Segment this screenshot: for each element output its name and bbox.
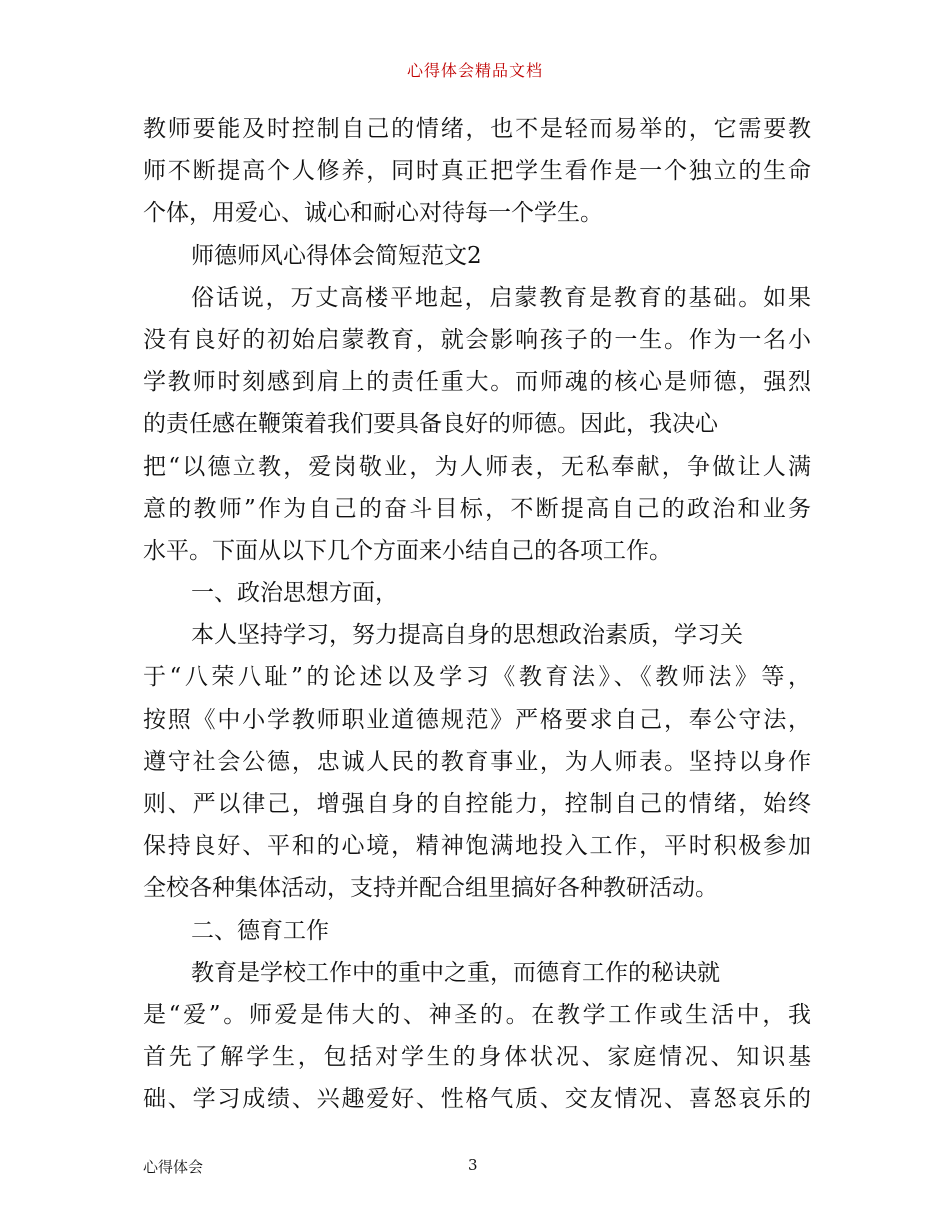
text-line: 首先了解学生，包括对学生的身体状况、家庭情况、知识基: [143, 1044, 811, 1071]
text-line: 则、严以律己，增强自身的自控能力，控制自己的情绪，始终: [143, 791, 811, 817]
page-header-title: 心得体会精品文档: [406, 61, 543, 80]
document-body: [143, 108, 811, 1121]
page-number: 3: [468, 1156, 478, 1174]
text-line: 保持良好、平和的心境，精神饱满地投入工作，平时积极参加: [143, 833, 811, 860]
text-line: 水平。下面从以下几个方面来小结自己的各项工作。: [143, 537, 672, 564]
text-line: 本人坚持学习，努力提高自身的思想政治素质，学习关: [191, 622, 743, 649]
text-line: 的责任感在鞭策着我们要具备良好的师德。因此，我决心: [143, 411, 718, 438]
text-line: 二、德育工作: [191, 917, 329, 944]
text-line: 意的教师”作为自己的奋斗目标，不断提高自己的政治和业务: [143, 495, 811, 522]
text-line: 础、学习成绩、兴趣爱好、性格气质、交友情况、喜怒哀乐的: [143, 1086, 811, 1113]
text-line: 没有良好的初始启蒙教育，就会影响孩子的一生。作为一名小: [143, 326, 811, 353]
text-line: 遵守社会公德，忠诚人民的教育事业，为人师表。坚持以身作: [143, 748, 811, 775]
text-line: 把“以德立教，爱岗敬业，为人师表，无私奉献，争做让人满: [143, 453, 811, 480]
text-line: 全校各种集体活动，支持并配合组里搞好各种教研活动。: [143, 875, 718, 902]
text-line: 个体，用爱心、诚心和耐心对待每一个学生。: [143, 200, 603, 227]
text-line: 学教师时刻感到肩上的责任重大。而师魂的核心是师德，强烈: [143, 369, 811, 396]
text-line: 教师要能及时控制自己的情绪，也不是轻而易举的，它需要教: [143, 116, 811, 142]
text-line: 师不断提高个人修养，同时真正把学生看作是一个独立的生命: [143, 158, 811, 185]
text-line: 师德师风心得体会简短范文2: [191, 242, 482, 269]
text-line: 按照《中小学教师职业道德规范》严格要求自己，奉公守法，: [143, 706, 811, 733]
text-line: 一、政治思想方面，: [191, 580, 398, 607]
page-footer-label: 心得体会: [143, 1158, 204, 1176]
text-line: 俗话说，万丈高楼平地起，启蒙教育是教育的基础。如果: [191, 284, 811, 311]
text-line: 教育是学校工作中的重中之重，而德育工作的秘诀就: [191, 959, 720, 986]
text-line: 于“八荣八耻”的论述以及学习《教育法》、《教师法》等，: [143, 664, 811, 691]
text-line: 是“爱”。师爱是伟大的、神圣的。在教学工作或生活中，我: [143, 1001, 811, 1028]
